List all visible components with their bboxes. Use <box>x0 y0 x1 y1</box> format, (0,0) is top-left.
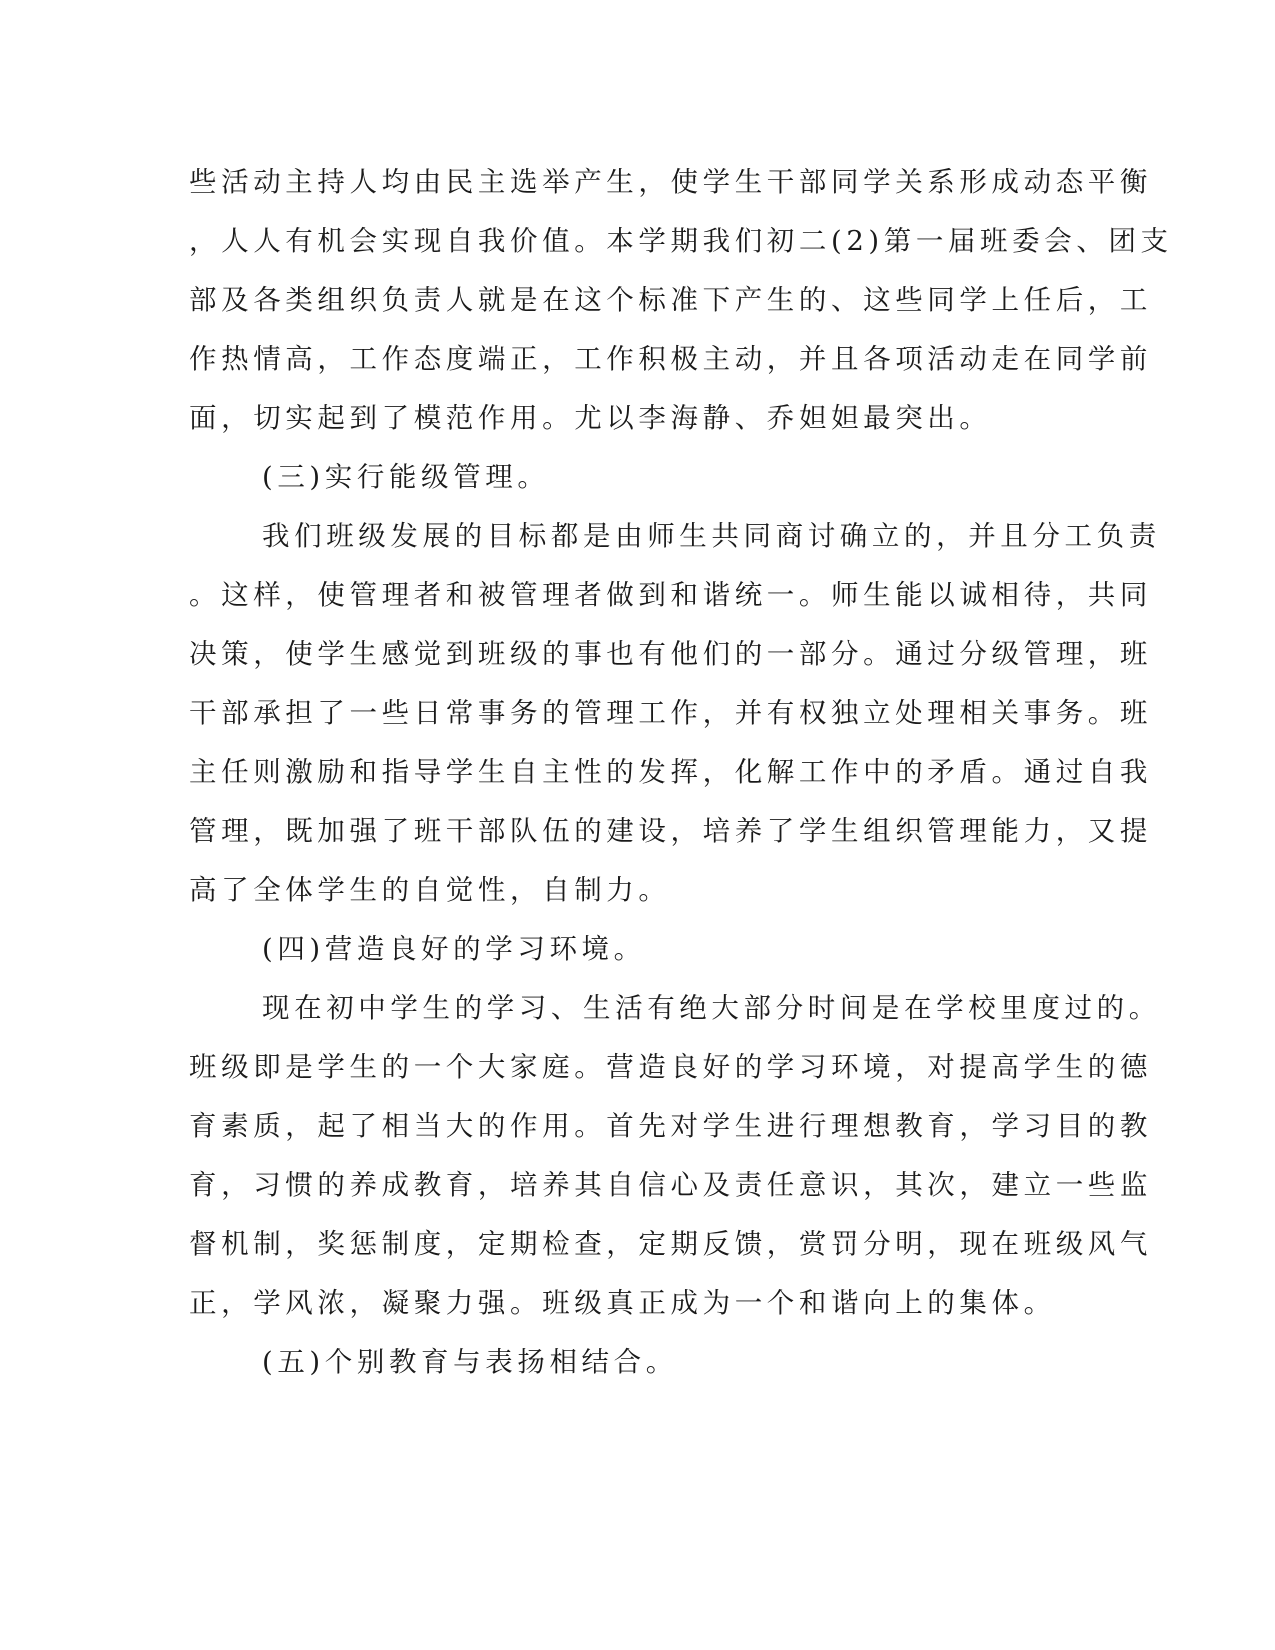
text-line: 些活动主持人均由民主选举产生，使学生干部同学关系形成动态平衡 <box>189 166 1152 198</box>
text-line: 决策，使学生感觉到班级的事也有他们的一部分。通过分级管理，班 <box>189 638 1152 670</box>
text-line: 督机制，奖惩制度，定期检查，定期反馈，赏罚分明，现在班级风气 <box>189 1228 1152 1260</box>
text-line: 作热情高，工作态度端正，工作积极主动，并且各项活动走在同学前 <box>189 343 1152 375</box>
text-line: 正，学风浓，凝聚力强。班级真正成为一个和谐向上的集体。 <box>189 1287 1056 1319</box>
text-line: 高了全体学生的自觉性，自制力。 <box>189 874 671 906</box>
text-line: 管理，既加强了班干部队伍的建设，培养了学生组织管理能力，又提 <box>189 815 1152 847</box>
text-line: 主任则激励和指导学生自主性的发挥，化解工作中的矛盾。通过自我 <box>189 756 1152 788</box>
section-heading: (三)实行能级管理。 <box>262 461 550 493</box>
text-line: 班级即是学生的一个大家庭。营造良好的学习环境，对提高学生的德 <box>189 1051 1152 1083</box>
text-line: 面，切实起到了模范作用。尤以李海静、乔妲妲最突出。 <box>189 402 992 434</box>
text-line: 育素质，起了相当大的作用。首先对学生进行理想教育，学习目的教 <box>189 1110 1152 1142</box>
text-line: 我们班级发展的目标都是由师生共同商讨确立的，并且分工负责 <box>262 520 1161 552</box>
section-heading: (五)个别教育与表扬相结合。 <box>262 1346 678 1378</box>
text-line: 部及各类组织负责人就是在这个标准下产生的、这些同学上任后，工 <box>189 284 1152 316</box>
text-line: ，人人有机会实现自我价值。本学期我们初二(2)第一届班委会、团支 <box>189 225 1173 257</box>
text-line: 干部承担了一些日常事务的管理工作，并有权独立处理相关事务。班 <box>189 697 1152 729</box>
text-line: 现在初中学生的学习、生活有绝大部分时间是在学校里度过的。 <box>262 992 1161 1024</box>
text-line: 。这样，使管理者和被管理者做到和谐统一。师生能以诚相待，共同 <box>189 579 1152 611</box>
text-line: 育，习惯的养成教育，培养其自信心及责任意识，其次，建立一些监 <box>189 1169 1152 1201</box>
section-heading: (四)营造良好的学习环境。 <box>262 933 646 965</box>
